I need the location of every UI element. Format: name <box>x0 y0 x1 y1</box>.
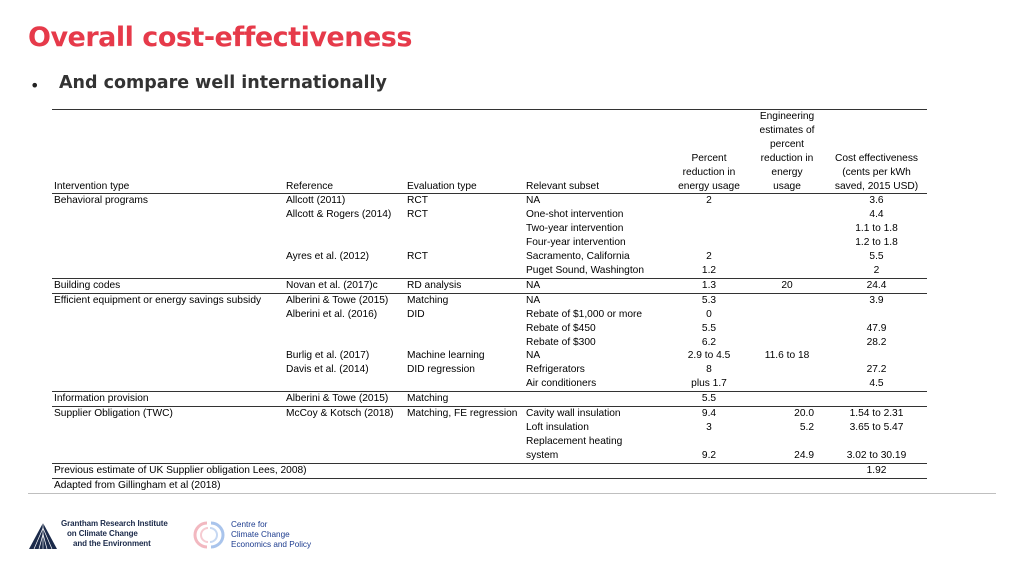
cell-reference <box>284 435 405 449</box>
cell-engineering <box>748 336 826 350</box>
cell-intervention: Information provision <box>54 393 149 405</box>
cell-cost <box>826 435 927 449</box>
cell-reference <box>284 421 405 435</box>
cell-engineering: 5.2 <box>799 421 814 433</box>
cell-evaluation: RD analysis <box>407 279 462 291</box>
cell-subset: Air conditioners <box>526 378 597 390</box>
cell-intervention <box>52 421 284 435</box>
grantham-logo <box>28 518 178 552</box>
cell-subset: NA <box>526 279 541 291</box>
cell-reference <box>284 264 405 278</box>
table-row <box>52 322 927 336</box>
cell-intervention <box>52 336 284 350</box>
cell-intervention <box>52 222 284 236</box>
cell-subset: Loft insulation <box>526 421 589 433</box>
cell-percent: 1.3 <box>701 279 717 291</box>
table-row <box>52 250 927 264</box>
cell-percent: 2 <box>706 195 712 207</box>
source-note-row <box>52 478 927 492</box>
table-row <box>52 349 927 363</box>
cell-reference: Alberini & Towe (2015) <box>286 393 389 405</box>
bullet-subtitle: And compare well internationally <box>59 73 387 93</box>
table-row <box>52 421 927 435</box>
cell-percent <box>670 208 748 222</box>
cccep-line-1: Centre for <box>231 520 268 529</box>
cell-cost <box>826 308 927 322</box>
bullet-marker: • <box>30 76 40 95</box>
table-header-row <box>52 110 927 194</box>
cell-subset: system <box>526 449 559 461</box>
cell-intervention: Building codes <box>54 279 121 291</box>
cell-percent <box>670 236 748 250</box>
cell-reference <box>284 377 405 391</box>
cell-cost: 3.02 to 30.19 <box>846 449 907 461</box>
cell-engineering <box>748 264 826 278</box>
table-row <box>52 264 927 278</box>
cell-cost <box>826 392 927 407</box>
cell-engineering <box>748 208 826 222</box>
cell-subset <box>524 392 670 407</box>
cell-percent: 0 <box>706 308 712 320</box>
cell-engineering <box>748 236 826 250</box>
cell-engineering <box>748 250 826 264</box>
cell-percent: 8 <box>706 364 712 376</box>
cell-evaluation: RCT <box>407 209 428 221</box>
cell-reference: Alberini et al. (2016) <box>286 308 378 320</box>
table-row <box>52 278 927 293</box>
header-engineering-estimates: Engineering estimates of percent reduction in energy usage <box>759 111 815 192</box>
cell-subset: Refrigerators <box>526 364 585 376</box>
cell-intervention <box>52 264 284 278</box>
cell-percent <box>670 222 748 236</box>
cell-intervention <box>52 435 284 449</box>
cell-cost: 5.5 <box>869 251 884 263</box>
cell-subset: NA <box>526 350 541 362</box>
cell-evaluation: RCT <box>407 195 428 207</box>
cell-engineering <box>748 377 826 391</box>
cell-intervention <box>52 349 284 363</box>
cell-subset: Two-year intervention <box>526 223 624 235</box>
footer-divider <box>28 493 996 494</box>
table-row <box>52 208 927 222</box>
cell-percent: 3 <box>706 421 712 433</box>
cell-cost: 3.9 <box>869 294 884 306</box>
cell-intervention <box>52 322 284 336</box>
cell-percent: plus 1.7 <box>691 378 727 390</box>
cell-intervention <box>52 377 284 391</box>
cell-intervention <box>52 363 284 377</box>
cell-subset: Rebate of $450 <box>526 322 596 334</box>
cell-engineering <box>748 308 826 322</box>
cell-percent: 6.2 <box>701 336 717 348</box>
cccep-line-3: Economics and Policy <box>231 540 312 549</box>
cell-engineering <box>748 293 826 307</box>
cell-engineering: 20.0 <box>794 408 814 420</box>
cell-cost: 2 <box>873 264 880 276</box>
cell-intervention <box>52 208 284 222</box>
cell-reference <box>284 222 405 236</box>
cell-reference: Novan et al. (2017)c <box>286 279 378 291</box>
cell-intervention: Behavioral programs <box>54 195 148 207</box>
cell-subset: One-shot intervention <box>526 209 624 221</box>
cell-cost: 24.4 <box>866 279 887 291</box>
cell-engineering <box>748 392 826 407</box>
table-row <box>52 377 927 391</box>
table-row <box>52 336 927 350</box>
cell-engineering: 20 <box>781 279 793 291</box>
cell-engineering: 24.9 <box>794 449 814 461</box>
cell-intervention: Efficient equipment or energy savings subsidy <box>54 294 262 306</box>
cell-evaluation <box>405 222 524 236</box>
cell-evaluation <box>405 322 524 336</box>
header-percent-reduction: Percent reduction in energy usage <box>678 152 740 192</box>
cell-intervention <box>52 236 284 250</box>
cell-cost: 4.5 <box>869 378 884 390</box>
cell-percent: 2 <box>706 251 712 263</box>
header-evaluation-type: Evaluation type <box>407 180 477 192</box>
cell-cost: 47.9 <box>866 322 887 334</box>
cell-subset: Replacement heating <box>526 435 623 447</box>
cell-subset: Puget Sound, Washington <box>526 264 644 276</box>
header-relevant-subset: Relevant subset <box>526 180 600 192</box>
cost-effectiveness-table <box>52 109 927 492</box>
cell-cost: 1.1 to 1.8 <box>855 223 898 235</box>
cell-intervention <box>52 449 284 463</box>
cell-percent <box>670 435 748 449</box>
grantham-line-3: and the Environment <box>73 539 151 548</box>
table-row <box>52 392 927 407</box>
table-row <box>52 363 927 377</box>
header-cost-effectiveness: Cost effectiveness (cents per kWh saved, 2015 USD) <box>834 152 919 192</box>
cell-evaluation: Matching <box>407 393 449 405</box>
cell-reference: Alberini & Towe (2015) <box>286 294 389 306</box>
cell-reference <box>284 322 405 336</box>
grantham-line-1: Grantham Research Institute <box>61 519 168 528</box>
cell-subset: Cavity wall insulation <box>526 408 621 420</box>
table-row <box>52 222 927 236</box>
cell-evaluation: Matching <box>407 294 449 306</box>
cell-subset: Rebate of $1,000 or more <box>526 308 643 320</box>
cell-subset: NA <box>526 294 541 306</box>
cell-reference: Burlig et al. (2017) <box>286 350 370 362</box>
cell-evaluation <box>405 421 524 435</box>
cell-evaluation <box>405 264 524 278</box>
table-body <box>52 194 927 463</box>
cell-reference <box>284 449 405 463</box>
cell-engineering <box>748 194 826 208</box>
cell-cost: 1.54 to 2.31 <box>849 408 904 420</box>
cell-evaluation: Machine learning <box>407 350 485 362</box>
grantham-mountain-icon <box>28 520 58 550</box>
cell-subset: NA <box>526 195 541 207</box>
cell-engineering: 11.6 to 18 <box>764 350 810 362</box>
cell-evaluation <box>405 336 524 350</box>
cell-intervention <box>52 250 284 264</box>
cell-reference: Allcott & Rogers (2014) <box>286 209 392 221</box>
cell-percent: 5.3 <box>701 294 717 306</box>
cccep-circle-icon <box>193 520 225 550</box>
cell-percent: 5.5 <box>701 393 717 405</box>
cell-percent: 1.2 <box>701 264 717 276</box>
cell-evaluation <box>405 236 524 250</box>
cell-intervention: Supplier Obligation (TWC) <box>54 408 173 420</box>
cell-engineering <box>748 363 826 377</box>
header-intervention-type: Intervention type <box>54 180 130 192</box>
cell-reference: Allcott (2011) <box>286 195 346 207</box>
cell-reference: Ayres et al. (2012) <box>286 251 370 263</box>
cell-cost: 28.2 <box>866 336 887 348</box>
table-row <box>52 236 927 250</box>
cell-engineering <box>748 222 826 236</box>
cell-reference: McCoy & Kotsch (2018) <box>286 408 394 420</box>
table-row <box>52 449 927 463</box>
cell-percent: 9.4 <box>701 408 717 420</box>
cell-evaluation <box>405 377 524 391</box>
table-row <box>52 435 927 449</box>
cell-cost: 3.6 <box>869 195 884 207</box>
table-row <box>52 308 927 322</box>
cccep-line-2: Climate Change <box>231 530 290 539</box>
cell-cost: 27.2 <box>866 364 887 376</box>
cell-reference <box>284 336 405 350</box>
cell-subset: Rebate of $300 <box>526 336 596 348</box>
cell-subset: Four-year intervention <box>526 237 626 249</box>
cell-cost: 1.2 to 1.8 <box>855 237 898 249</box>
cell-evaluation: DID regression <box>407 364 475 376</box>
cell-intervention <box>52 308 284 322</box>
cell-reference: Davis et al. (2014) <box>286 364 369 376</box>
cell-engineering <box>748 322 826 336</box>
previous-estimate-label: Previous estimate of UK Supplier obligation Lees, 2008) <box>54 464 307 476</box>
cell-cost: 3.65 to 5.47 <box>849 421 904 433</box>
cell-evaluation <box>405 435 524 449</box>
table-row <box>52 407 927 421</box>
cell-evaluation: RCT <box>407 251 428 263</box>
previous-estimate-cost: 1.92 <box>866 464 887 476</box>
source-note: Adapted from Gillingham et al (2018) <box>54 479 221 491</box>
cell-evaluation <box>405 449 524 463</box>
cell-engineering <box>748 435 826 449</box>
cell-evaluation: DID <box>407 308 425 320</box>
table-row <box>52 293 927 307</box>
page-title: Overall cost-effectiveness <box>28 22 412 53</box>
cell-evaluation: Matching, FE regression <box>407 408 518 420</box>
cell-percent: 5.5 <box>701 322 717 334</box>
grantham-line-2: on Climate Change <box>67 529 138 538</box>
cell-percent: 2.9 to 4.5 <box>687 350 731 362</box>
cell-percent: 9.2 <box>701 449 717 461</box>
cell-reference <box>284 236 405 250</box>
cell-subset: Sacramento, California <box>526 251 630 263</box>
header-reference: Reference <box>286 180 334 192</box>
cell-cost: 4.4 <box>869 209 884 221</box>
cccep-logo <box>193 518 323 552</box>
table-row <box>52 194 927 208</box>
cell-cost <box>826 349 927 363</box>
previous-estimate-row <box>52 463 927 478</box>
